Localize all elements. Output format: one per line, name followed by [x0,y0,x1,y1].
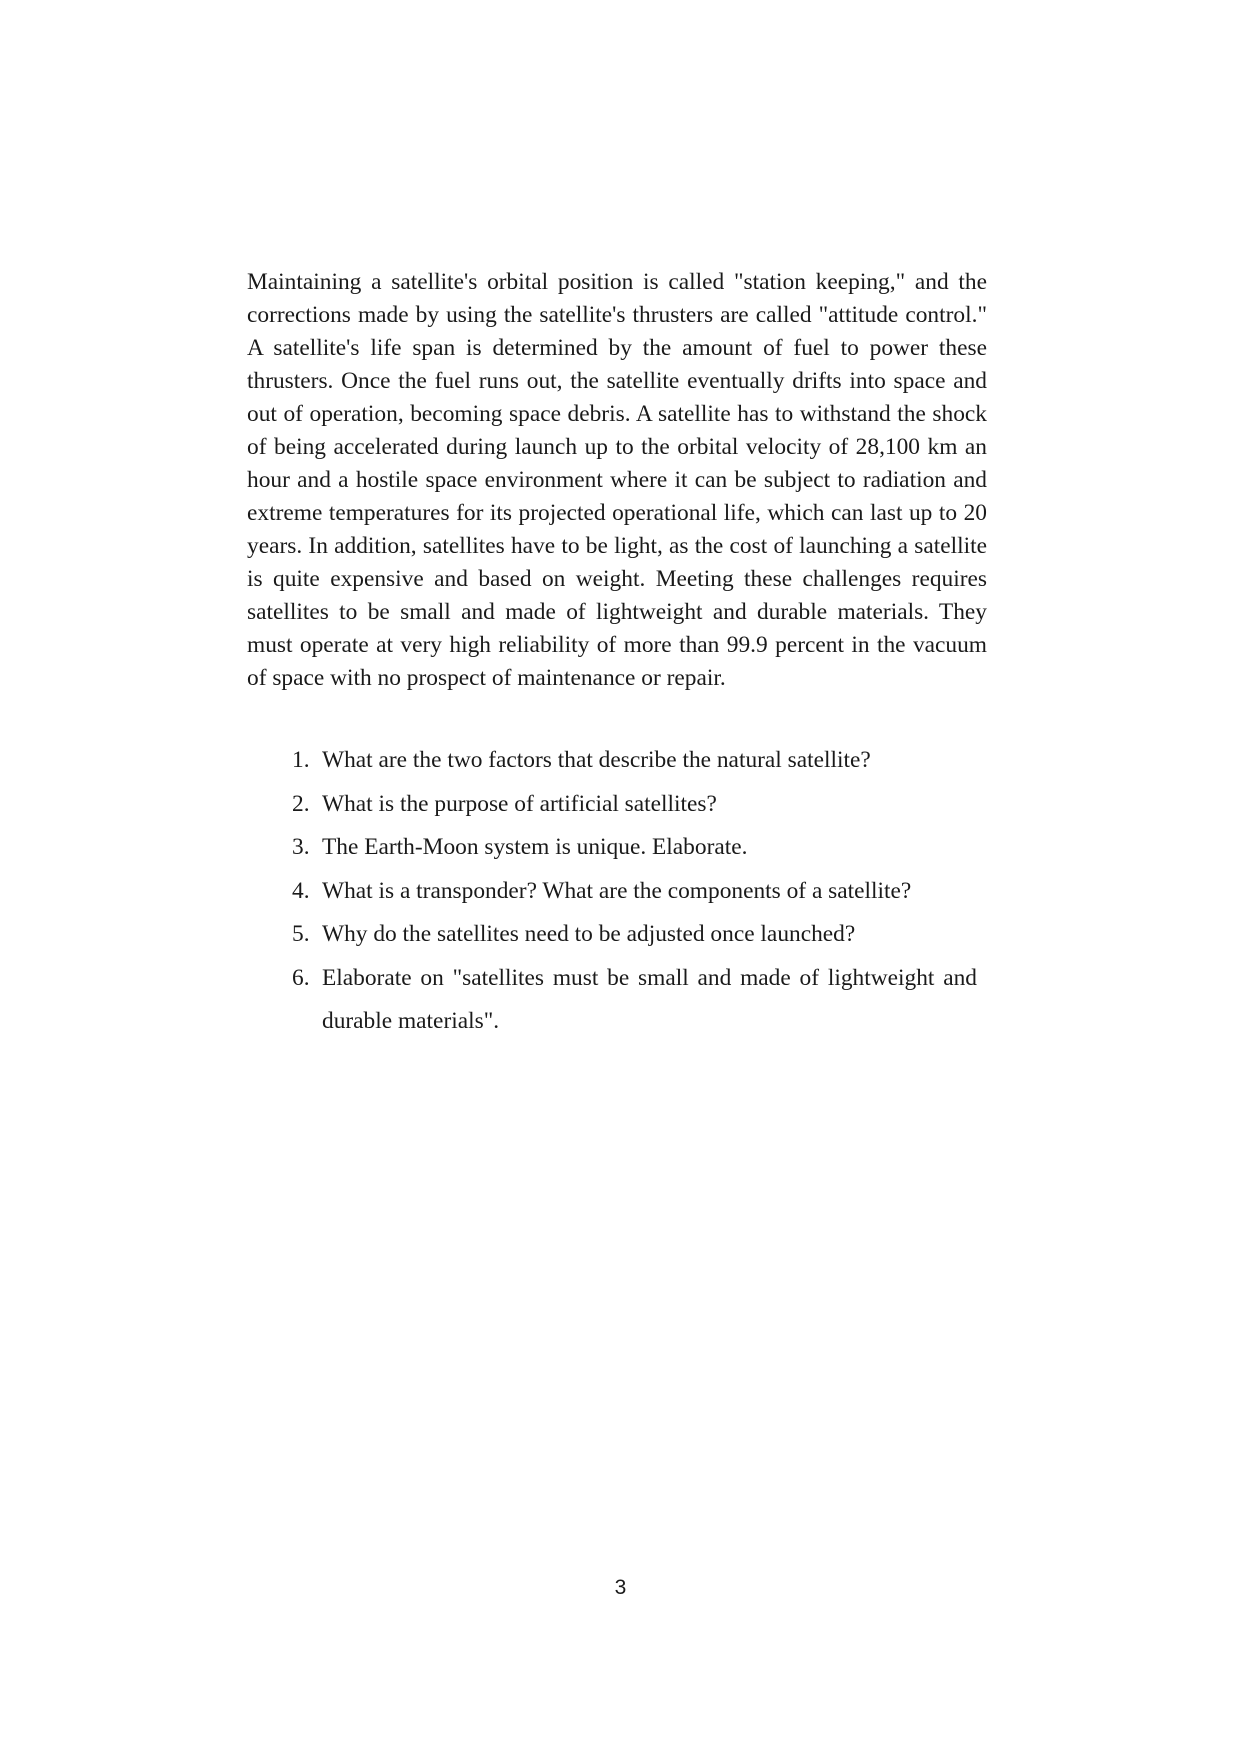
question-number: 2. [292,790,310,817]
body-paragraph: Maintaining a satellite's orbital position is called "station keeping," and the corrections made by using the satellite's thrusters are called "attitude control." A satellite's life span is determined by the amount of fuel to power these thrusters. Once the fuel runs out, the satellite eventually drifts into space and out of operation, becoming space debris. A satellite has to withstand the shock of being accelerated during launch up to the orbital velocity of 28,100 km an hour and a hostile space environment where it can be subject to radiation and extreme temperatures for its projected operational life, which can last up to 20 years. In addition, satellites have to be light, as the cost of launching a satellite is quite expensive and based on weight. Meeting these challenges requires satellites to be small and made of lightweight and durable materials. They must operate at very high reliability of more than 99.9 percent in the vacuum of space with no prospect of maintenance or repair. [247,269,987,691]
page-number: 3 [614,1576,627,1599]
list-item [247,918,987,950]
question-text: Why do the satellites need to be adjusted once launched? [322,921,856,947]
question-text: Elaborate on "satellites must be small and made of lightweight and durable materials". [322,964,977,1034]
question-text: What is the purpose of artificial satellites? [322,790,717,817]
question-number: 3. [292,834,310,860]
list-item [247,957,987,1043]
question-number: 4. [292,877,310,904]
question-number: 5. [292,921,310,947]
question-number: 1. [292,747,310,773]
list-item [247,831,987,863]
question-text: What are the two factors that describe the natural satellite? [322,747,871,773]
list-item [247,875,987,907]
list-item [247,744,987,776]
question-text: The Earth-Moon system is unique. Elaborate. [322,834,748,860]
question-number: 6. [292,964,310,991]
question-list [247,744,987,1054]
question-text: What is a transponder? What are the components of a satellite? [322,877,912,904]
list-item [247,788,987,820]
